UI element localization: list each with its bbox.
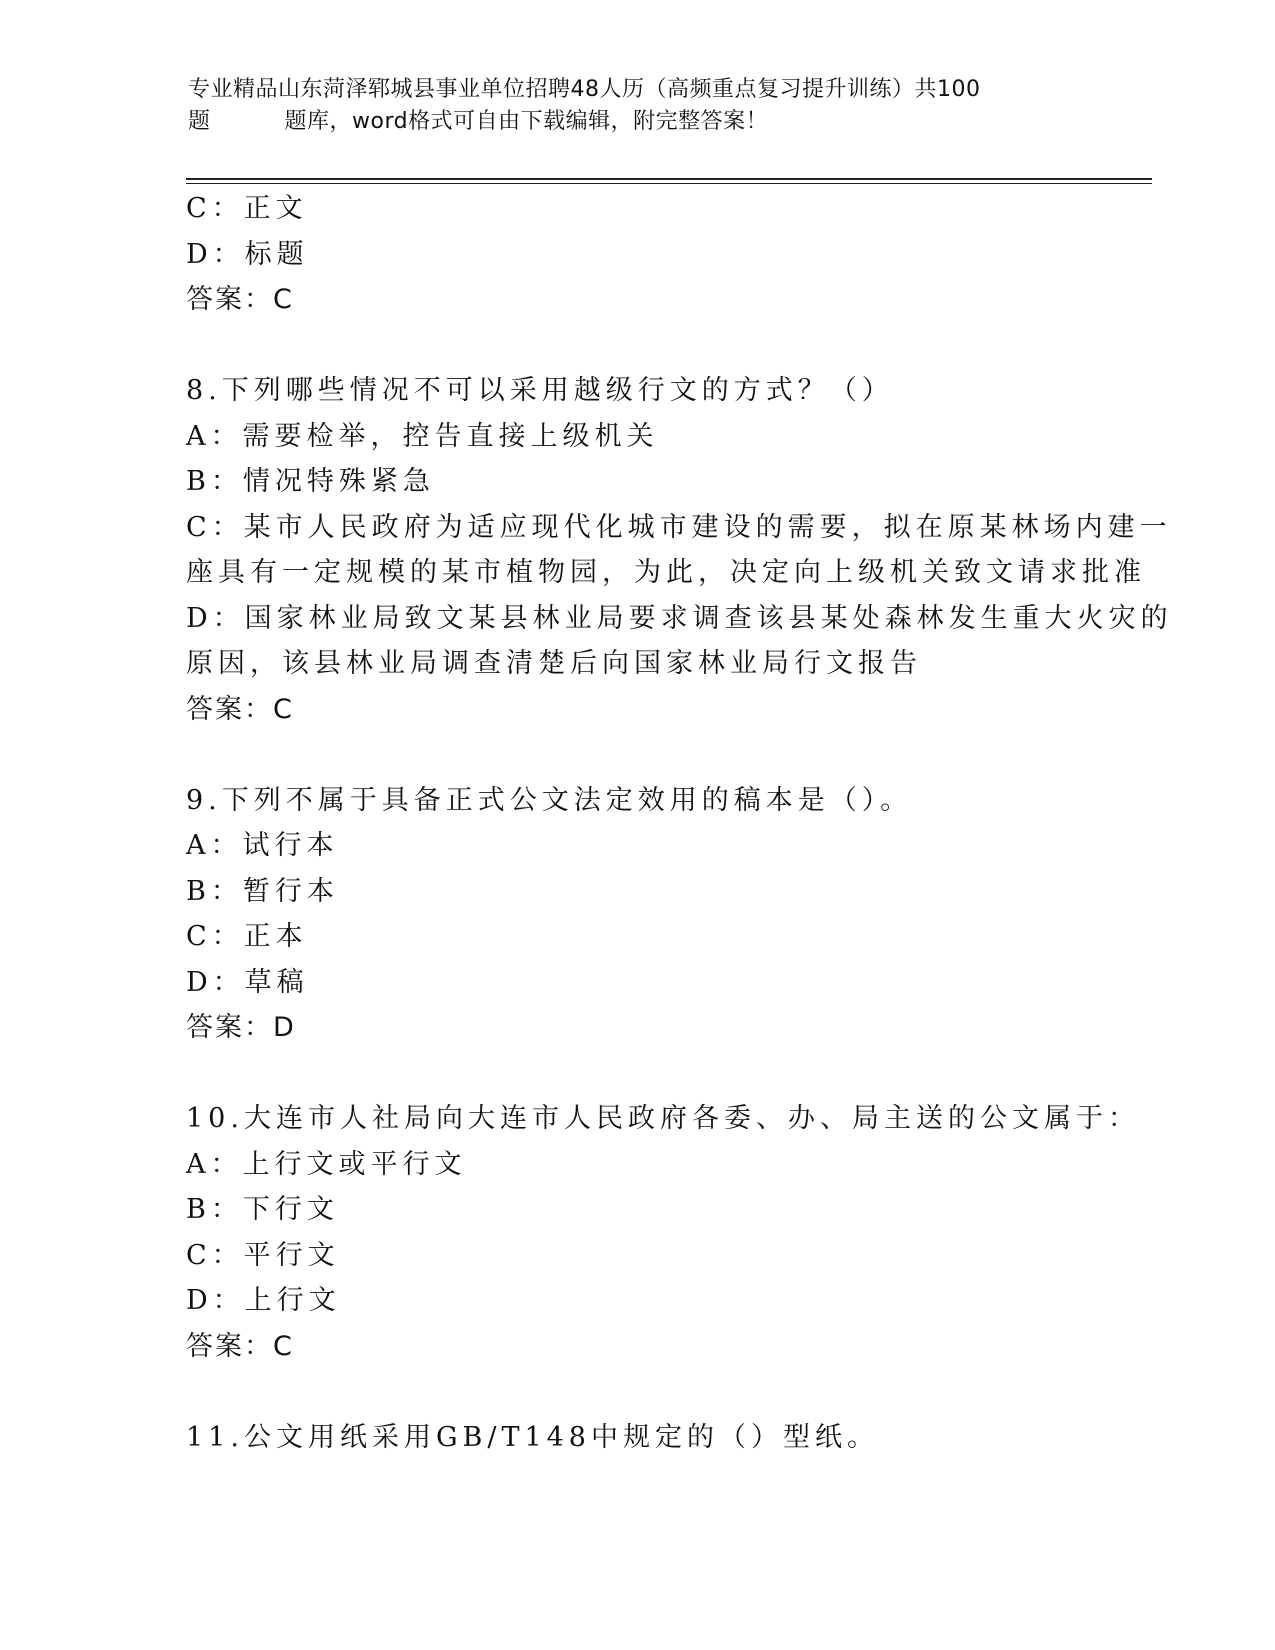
option-line: A：试行本 [186,830,339,861]
answer-line: 答案：D [186,1012,296,1043]
option-line: B：下行文 [186,1194,339,1225]
header-title-line-1: 专业精品山东菏泽郓城县事业单位招聘48人历（高频重点复习提升训练）共100 [188,77,981,102]
header-divider-thin [186,183,1152,184]
spacer [186,732,1086,778]
option-line: B：情况特殊紧急 [186,466,435,497]
option-line: C：正文 [186,193,308,224]
answer-line: 答案：C [186,284,294,315]
question-stem: 11.公文用纸采用GB/T148中规定的（）型纸。 [186,1421,879,1453]
question-stem: 9.下列不属于具备正式公文法定效用的稿本是（）。 [186,784,913,816]
option-line: C：正本 [186,921,308,952]
document-header [188,74,1068,138]
spacer [186,1051,1086,1097]
option-line: B：暂行本 [186,875,339,907]
option-line: D：标题 [186,238,309,270]
option-line: D：国家林业局致文某县林业局要求调查该县某处森林发生重大火灾的 [186,602,1173,634]
header-divider-thick [186,178,1152,180]
header-title-line-2-left: 题 [188,109,211,134]
answer-line: 答案：C [186,693,294,725]
option-line: A：需要检举，控告直接上级机关 [186,420,659,452]
spacer [186,323,1086,369]
header-title-line-2 [188,106,1068,138]
option-line: C：平行文 [186,1239,340,1271]
option-line: A：上行文或平行文 [186,1148,467,1180]
option-line: D：草稿 [186,966,309,998]
option-line: C：某市人民政府为适应现代化城市建设的需要，拟在原某林场内建一 [186,511,1172,543]
answer-line: 答案：C [186,1330,294,1362]
spacer [186,1369,1086,1415]
option-line: 座具有一定规模的某市植物园，为此，决定向上级机关致文请求批准 [186,557,1146,588]
question-stem: 8.下列哪些情况不可以采用越级行文的方式？（） [186,375,894,406]
question-content [186,186,1173,1460]
header-title-line-2-right: 题库，word格式可自由下载编辑，附完整答案！ [284,109,769,134]
option-line: 原因，该县林业局调查清楚后向国家林业局行文报告 [186,648,922,679]
option-line: D：上行文 [186,1285,341,1316]
question-stem: 10.大连市人社局向大连市人民政府各委、办、局主送的公文属于： [186,1103,1140,1134]
